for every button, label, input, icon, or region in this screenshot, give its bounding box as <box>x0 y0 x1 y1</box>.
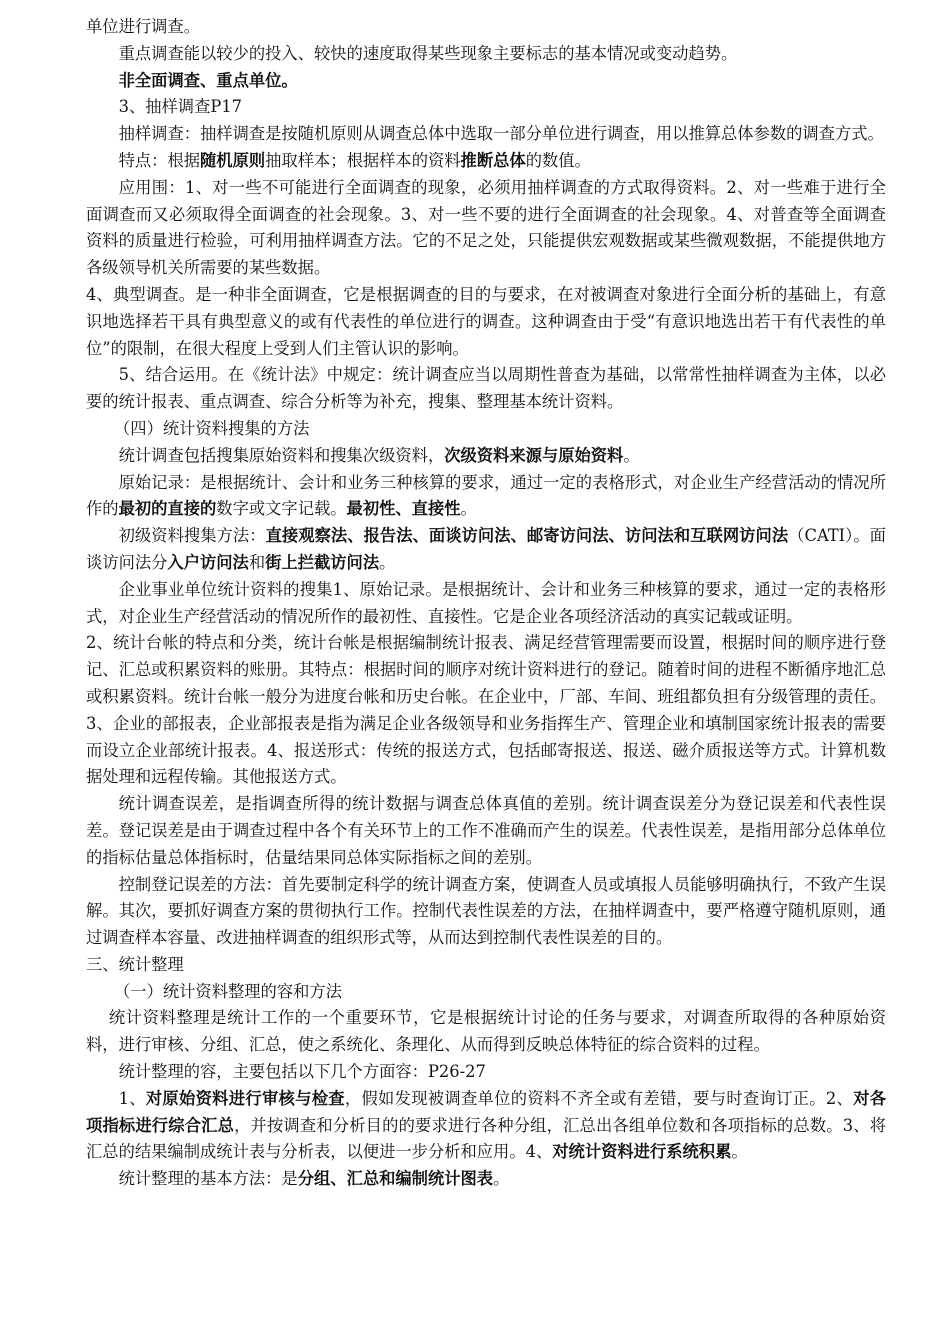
bold-text-run: 对原始资料进行审核与检查 <box>145 1088 345 1108</box>
paragraph <box>86 952 886 979</box>
bold-text-run: 入户访问法 <box>167 552 249 572</box>
text-run: 2、统计台帐的特点和分类，统计台帐是根据编制统计报表、满足经营管理需要而设置，根据时间的顺序进行登记、汇总或积累资料的账册。其特点：根据时间的顺序对统计资料进行的登记。随着时间的进程不断循序地汇总或积累资料。统计台帐一般分为进度台帐和历史台帐。在企业中，厂部、车间、班组都负担有分级管理的责任。3、企业的部报表，企业部报表是指为满足企业各级领导和业务指挥生产、管理企业和填制国家统计报表的需要而设立企业部统计报表。4、报送形式：传统的报送方式，包括邮寄报送、报送、磁介质报送等方式。计算机数据处理和远程传输。其他报送方式。 <box>86 633 886 787</box>
paragraph <box>86 470 886 524</box>
text-run: 特点：根据 <box>118 150 201 170</box>
text-run: 抽样调查：抽样调查是按随机原则从调查总体中选取一部分单位进行调查，用以推算总体参数的调查方式。 <box>118 124 884 144</box>
text-run: 单位进行调查。 <box>86 17 200 36</box>
paragraph <box>86 1005 886 1059</box>
bold-text-run: 随机原则 <box>200 150 266 170</box>
bold-text-run: 非全面调查、重点单位。 <box>118 70 298 90</box>
text-run: 的数值。 <box>525 150 591 170</box>
text-run: 和 <box>248 552 266 572</box>
text-run: 。 <box>731 1142 748 1162</box>
paragraph <box>86 68 886 95</box>
paragraph <box>86 362 886 416</box>
paragraph <box>86 1059 886 1086</box>
paragraph <box>86 791 886 871</box>
text-run: 1、 <box>118 1088 146 1108</box>
text-run: （四）统计资料搜集的方法 <box>114 418 310 438</box>
paragraph <box>86 121 886 148</box>
text-run: 应用围：1、对一些不可能进行全面调查的现象，必须用抽样调查的方式取得资料。2、对一些难于进行全面调查而又必须取得全面调查的社会现象。3、对一些不要的进行全面调查的社会现象。4、对普查等全面调查资料的质量进行检验，可利用抽样调查方法。它的不足之处，只能提供宏观数据或某些微观数据，不能提供地方各级领导机关所需要的某些数据。 <box>86 177 886 278</box>
text-run: 抽取样本；根据样本的资料 <box>265 150 461 170</box>
bold-text-run: 最初性、直接性 <box>346 499 461 519</box>
text-run: 数字或文字记载。 <box>216 499 347 519</box>
paragraph <box>86 14 886 41</box>
text-run: 。 <box>460 499 477 519</box>
paragraph <box>86 1086 886 1166</box>
paragraph <box>86 443 886 470</box>
text-run: 重点调查能以较少的投入、较快的速度取得某些现象主要标志的基本情况或变动趋势。 <box>118 43 738 63</box>
text-run: 3、抽样调查P17 <box>118 97 243 117</box>
paragraph <box>86 1166 886 1193</box>
text-run: 。 <box>493 1169 510 1189</box>
text-run: 统计调查误差，是指调查所得的统计数据与调查总体真值的差别。统计调查误差分为登记误差和代表性误差。登记误差是由于调查过程中各个有关环节上的工作不准确而产生的误差。代表性误差，是指用部分总体单位的指标估量总体指标时，估量结果同总体实际指标之间的差别。 <box>86 794 886 867</box>
text-run: 企业事业单位统计资料的搜集1、原始记录。是根据统计、会计和业务三种核算的要求，通过一定的表格形式，对企业生产经营活动的情况所作的最初性、直接性。它是企业各项经济活动的真实记载或证明。 <box>86 579 886 626</box>
bold-text-run: 最初的直接的 <box>118 499 217 519</box>
text-run: 。 <box>623 445 640 465</box>
text-run: 5、结合运用。在《统计法》中规定：统计调查应当以周期性普查为基础，以常常性抽样调查为主体，以必要的统计报表、重点调查、综合分析等为补充，搜集、整理基本统计资料。 <box>86 365 886 412</box>
paragraph <box>86 94 886 121</box>
text-run: ，假如发现被调查单位的资料不齐全或有差错，要与时查询订正。2、 <box>344 1088 854 1108</box>
bold-text-run: 次级资料来源与原始资料 <box>444 445 624 465</box>
section-heading <box>86 979 886 1006</box>
paragraph <box>86 175 886 282</box>
text-run: 统计整理的基本方法：是 <box>118 1169 298 1189</box>
text-run: 初级资料搜集方法： <box>118 526 266 546</box>
paragraph <box>86 282 886 362</box>
bold-text-run: 对统计资料进行系统积累 <box>552 1142 732 1162</box>
bold-text-run: 对各项指标进行综合汇总 <box>86 1088 886 1135</box>
text-run: 统计资料整理是统计工作的一个重要环节，它是根据统计讨论的任务与要求，对调查所取得的各种原始资料，进行审核、分组、汇总，使之系统化、条理化、从而得到反映总体特征的综合资料的过程。 <box>86 1008 886 1055</box>
text-run: 控制登记误差的方法：首先要制定科学的统计调查方案，使调查人员或填报人员能够明确执行，不致产生误解。其次，要抓好调查方案的贯彻执行工作。控制代表性误差的方法，在抽样调查中，要严格遵守随机原则，通过调查样本容量、改进抽样调查的组织形式等，从而达到控制代表性误差的目的。 <box>86 874 886 948</box>
paragraph <box>86 41 886 68</box>
text-run: 统计调查包括搜集原始资料和搜集次级资料， <box>118 445 445 465</box>
bold-text-run: 推断总体 <box>460 150 526 170</box>
text-run: 原始记录：是根据统计、会计和业务三种核算的要求，通过一定的表格形式，对企业生产经营活动的情况所作的 <box>86 472 886 519</box>
text-run: 。 <box>379 552 396 572</box>
text-run: ，并按调查和分析目的的要求进行各种分组，汇总出各组单位数和各项指标的总数。3、将汇总的结果编制成统计表与分析表，以便进一步分析和应用。4、 <box>86 1115 886 1162</box>
paragraph <box>86 872 886 952</box>
text-run: （CATI）。面谈访问法分 <box>86 526 886 572</box>
paragraph <box>86 577 886 631</box>
bold-text-run: 街上拦截访问法 <box>265 552 380 572</box>
bold-text-run: 分组、汇总和编制统计图表 <box>297 1169 494 1189</box>
paragraph <box>86 523 886 577</box>
text-run: 4、典型调查。是一种非全面调查，它是根据调查的目的与要求，在对被调查对象进行全面分析的基础上，有意识地选择若干具有典型意义的或有代表性的单位进行的调查。这种调查由于受“有意识地选出若干有代表性的单位”的限制，在很大程度上受到人们主管认识的影响。 <box>86 284 886 358</box>
section-heading <box>86 416 886 443</box>
text-run: 三、统计整理 <box>86 954 184 974</box>
paragraph <box>86 148 886 175</box>
bold-text-run: 直接观察法、报告法、面谈访问法、邮寄访问法、访问法和互联网访问法 <box>265 526 789 546</box>
paragraph <box>86 630 886 791</box>
text-run: （一）统计资料整理的容和方法 <box>114 981 342 1001</box>
text-run: 统计整理的容，主要包括以下几个方面容：P26-27 <box>118 1062 486 1082</box>
